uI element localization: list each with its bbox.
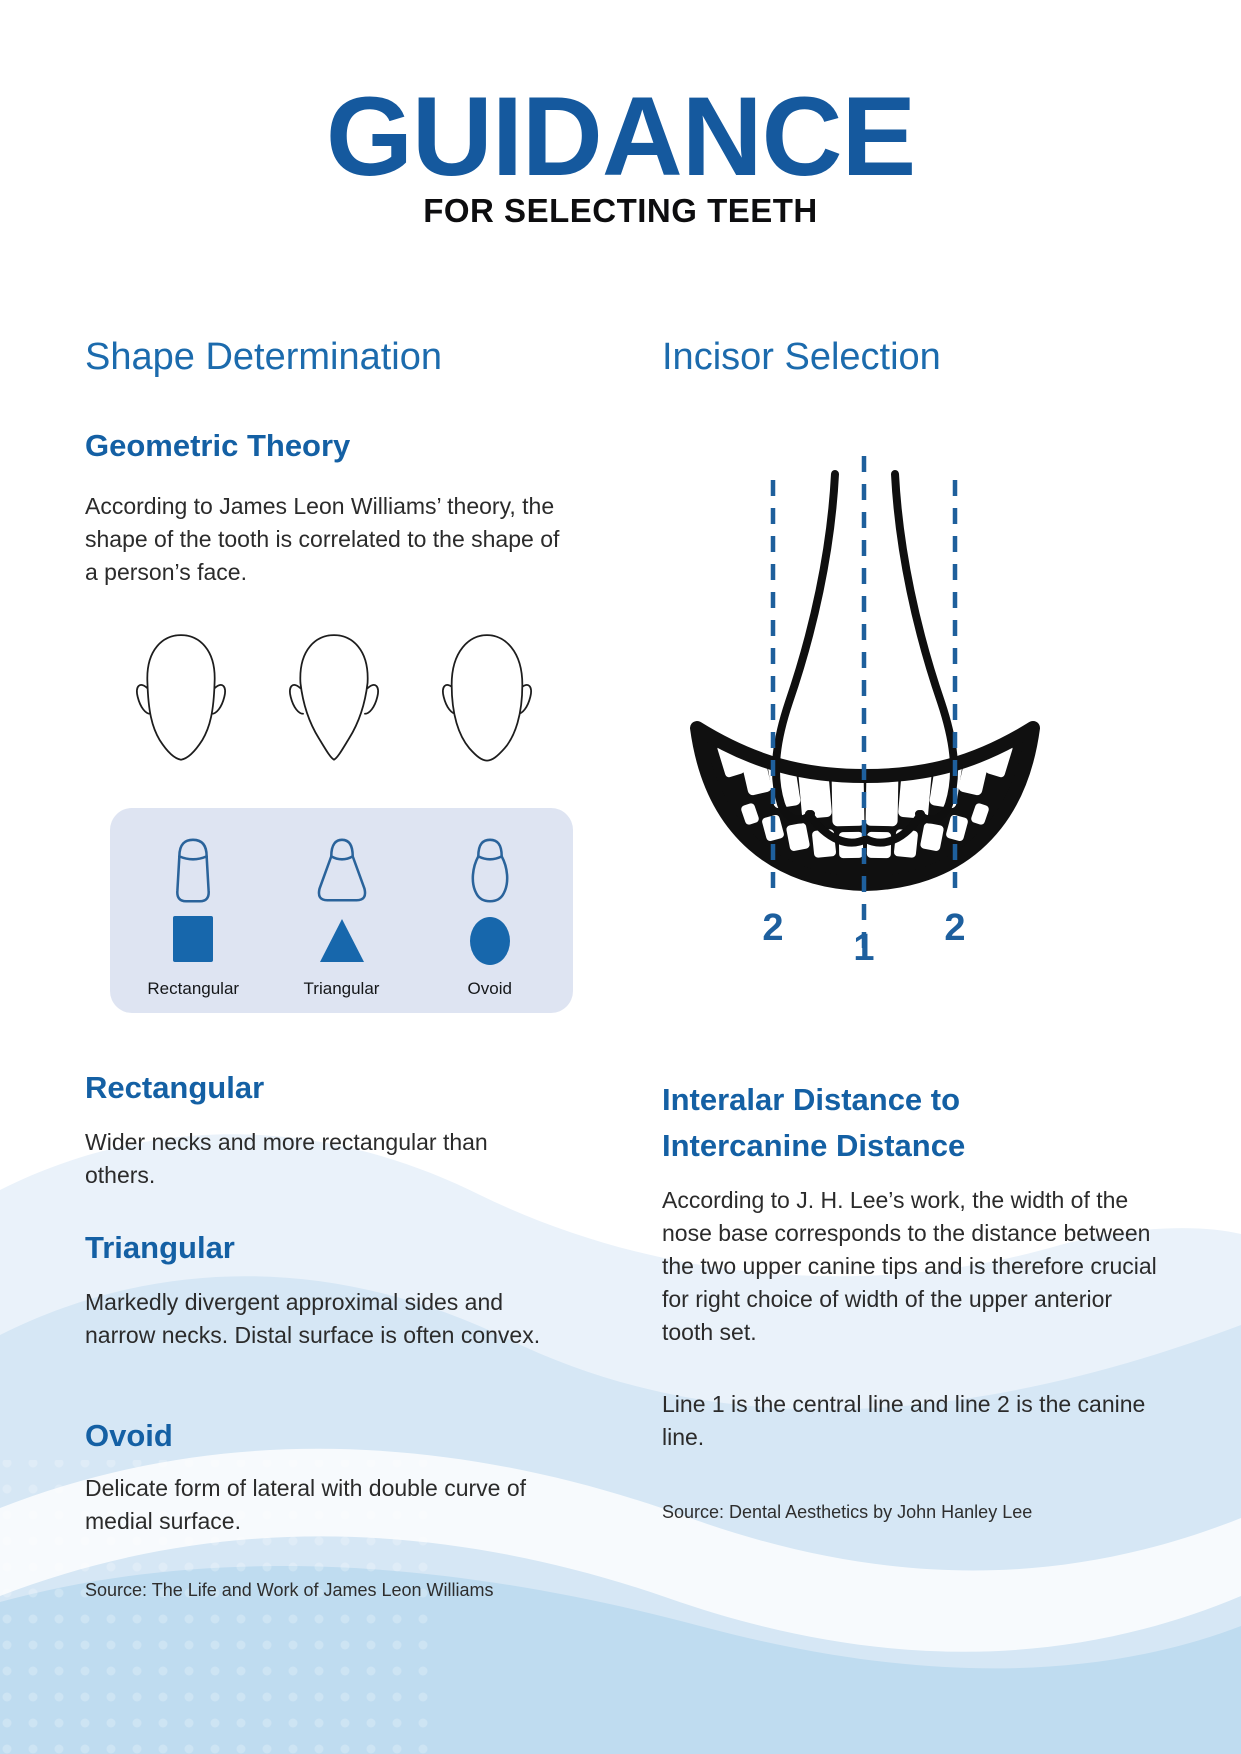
rectangle-shape-icon: [173, 916, 213, 966]
canine-line-right-label: 2: [944, 907, 966, 949]
line-definition-note: Line 1 is the central line and line 2 is the canine line.: [662, 1391, 1146, 1450]
triangle-shape-icon: [318, 916, 366, 966]
ovoid-body: Delicate form of lateral with double curve of medial surface.: [85, 1475, 527, 1534]
ovoid-tooth-outline-icon: [446, 832, 534, 910]
panel-label: Rectangular: [147, 979, 240, 998]
canine-line-left-label: 2: [762, 907, 784, 949]
shape-determination-source: Source: The Life and Work of James Leon Williams: [85, 1580, 494, 1600]
panel-cell-rectangular: [128, 832, 258, 999]
page-subtitle: FOR SELECTING TEETH: [423, 192, 818, 229]
triangular-tooth-outline-icon: [298, 832, 386, 910]
section-title-shape-determination: Shape Determination: [85, 336, 442, 378]
incisor-selection-source: Source: Dental Aesthetics by John Hanley Lee: [662, 1502, 1033, 1522]
ovoid-heading: Ovoid: [85, 1418, 173, 1453]
oval-face-icon: [434, 622, 540, 772]
section-title-incisor-selection: Incisor Selection: [662, 336, 941, 378]
guide-lines: [773, 456, 955, 960]
interalar-heading-line1: Interalar Distance to: [662, 1082, 961, 1117]
triangular-heading: Triangular: [85, 1230, 235, 1265]
face-shapes-row: [128, 622, 540, 777]
central-line-label: 1: [853, 927, 875, 969]
page-title: GUIDANCE: [325, 74, 916, 199]
geometric-theory-body: According to James Leon Williams’ theory, the shape of the tooth is correlated to the shape of a person’s face.: [85, 493, 560, 585]
tooth-shape-panel: [110, 808, 573, 1013]
square-face-icon: [128, 622, 234, 772]
rectangular-body: Wider necks and more rectangular than others.: [85, 1129, 488, 1188]
geometric-theory-heading: Geometric Theory: [85, 428, 351, 463]
interalar-body: According to J. H. Lee’s work, the width of the nose base corresponds to the distance between the two upper canine tips and is therefore crucial for right choice of width of the upper anterior tooth set.: [662, 1187, 1157, 1345]
oval-shape-icon: [468, 916, 512, 966]
interalar-heading-line2: Intercanine Distance: [662, 1128, 966, 1163]
triangular-face-icon: [281, 622, 387, 772]
panel-cell-ovoid: [425, 832, 555, 999]
rectangular-heading: Rectangular: [85, 1070, 265, 1105]
nose-and-smile-illustration: [685, 412, 1045, 982]
rectangular-tooth-outline-icon: [149, 832, 237, 910]
panel-label: Ovoid: [467, 979, 512, 998]
triangular-body: Markedly divergent approximal sides and narrow necks. Distal surface is often convex.: [85, 1289, 541, 1348]
panel-cell-triangular: [277, 832, 407, 999]
panel-label: Triangular: [303, 979, 380, 998]
